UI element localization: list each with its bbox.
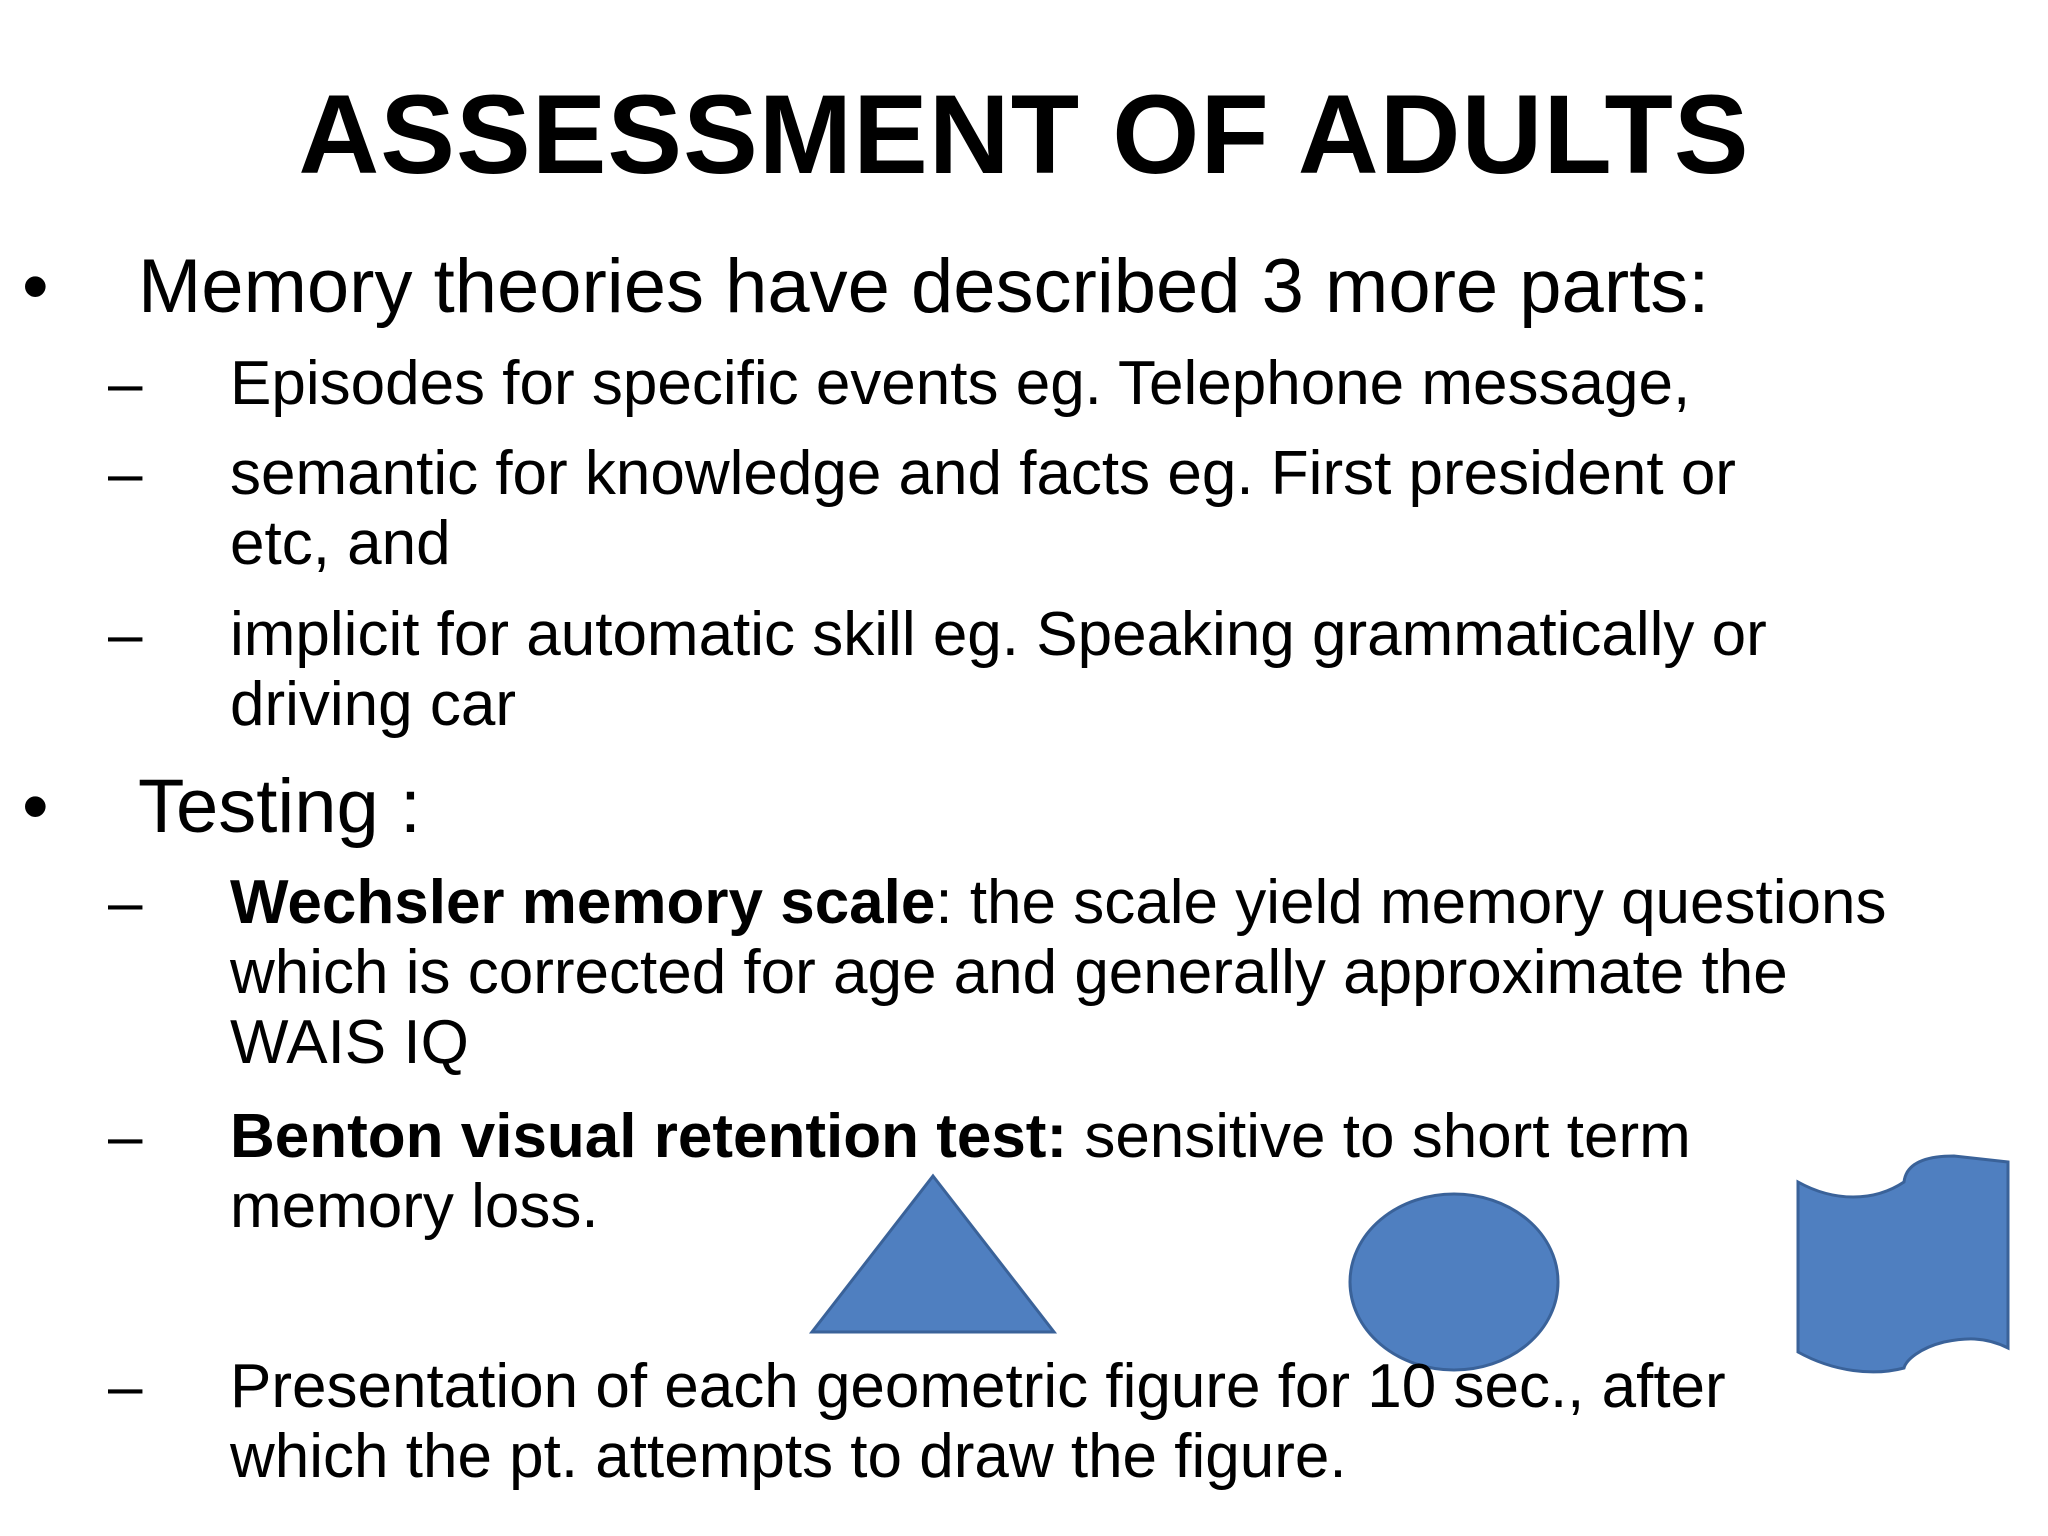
subitem-text-line: semantic for knowledge and facts eg. First president or xyxy=(230,439,1736,508)
subitem-bold-term: Benton visual retention test: xyxy=(230,1102,1068,1171)
dash-icon: – xyxy=(108,868,143,937)
subitem-text-line: etc, and xyxy=(230,509,451,578)
triangle-shape xyxy=(808,1172,1058,1336)
bullet-icon: • xyxy=(22,764,49,849)
subitem-text-line: which the pt. attempts to draw the figure. xyxy=(230,1422,1347,1491)
circle-shape xyxy=(1346,1190,1562,1374)
bullet-text: Memory theories have described 3 more parts: xyxy=(138,244,1710,329)
bullet-icon: • xyxy=(22,244,49,329)
slide-title: ASSESSMENT OF ADULTS xyxy=(298,72,1750,197)
dash-icon: – xyxy=(108,600,143,669)
subitem-text-line: implicit for automatic skill eg. Speaking grammatically or xyxy=(230,600,1767,669)
subitem-bold-term: Wechsler memory scale xyxy=(230,868,936,937)
subitem-text-rest: : the scale yield memory questions xyxy=(935,868,1887,937)
subitem-text-line: Episodes for specific events eg. Telephone message, xyxy=(230,349,1691,418)
subitem-text-line: memory loss. xyxy=(230,1172,599,1241)
dash-icon: – xyxy=(108,439,143,508)
wave-flag-shape xyxy=(1794,1152,2014,1376)
subitem-text-line: which is corrected for age and generally approximate the xyxy=(230,938,1788,1007)
dash-icon: – xyxy=(108,1352,143,1421)
dash-icon: – xyxy=(108,349,143,418)
dash-icon: – xyxy=(108,1102,143,1171)
subitem-text-line: WAIS IQ xyxy=(230,1008,469,1077)
subitem-text-line: driving car xyxy=(230,670,516,739)
bullet-text: Testing : xyxy=(138,764,422,849)
subitem-text-line: Presentation of each geometric figure for 10 sec., after xyxy=(230,1352,1726,1421)
subitem-text-rest: sensitive to short term xyxy=(1067,1102,1691,1171)
